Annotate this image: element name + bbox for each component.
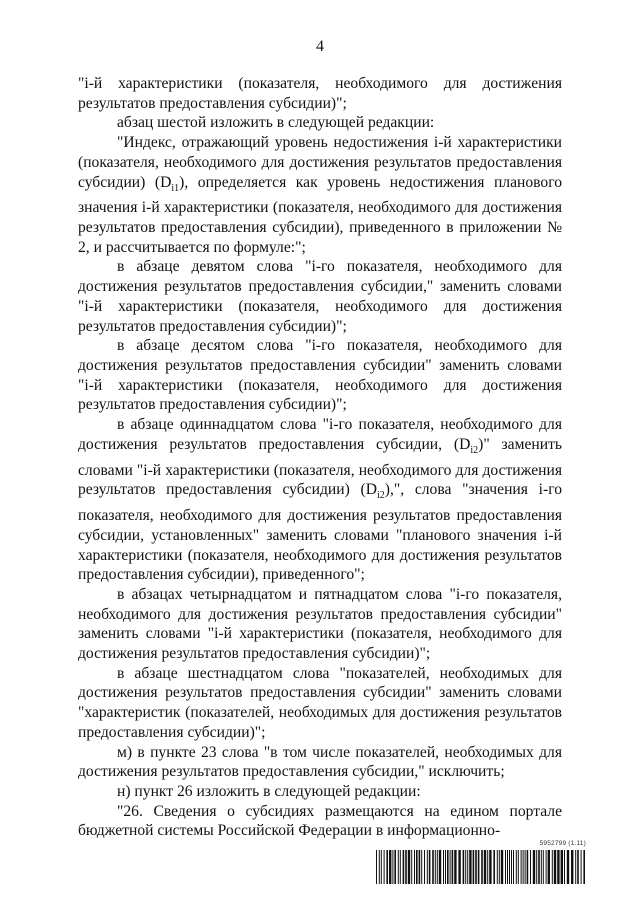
paragraph: "Индекс, отражающий уровень недостижения i-й характеристики (показателя, необходимого для достижения результатов предоставления субсидии) $(D_{i1})$, определяется как уровень недостижения планового значения i-й характеристики (показателя, необходимого для достижения результатов предоставления субсидии), приведенного в приложении № 2, и рассчитывается по формуле:"; bbox=[78, 134, 562, 256]
paragraph: абзац шестой изложить в следующей редакции: bbox=[117, 114, 435, 132]
paragraph: м) в пункте 23 слова "в том числе показателей, необходимых для достижения результатов предоставления субсидии," исключить; bbox=[78, 743, 562, 781]
paragraph: в абзацах четырнадцатом и пятнадцатом слова "i-го показателя, необходимого для достижения результатов предоставления субсидии" заменить словами "i-й характеристики (показателя, необходимого для достижения результатов предоставления субсидии)"; bbox=[78, 585, 562, 663]
document-code: 5952799 (1.11) bbox=[539, 840, 586, 847]
paragraph: "i-й характеристики (показателя, необходимого для достижения результатов предоставления субсидии)"; bbox=[78, 75, 562, 112]
paragraph: в абзаце девятом слова "i-го показателя, необходимого для достижения результатов предоставления субсидии," заменить словами "i-й характеристики (показателя, необходимого для достижения результатов предоставления субсидии)"; bbox=[78, 258, 562, 335]
document-body bbox=[78, 74, 562, 841]
paragraph: в абзаце шестнадцатом слова "показателей, необходимых для достижения результатов предоставления субсидии" заменить словами "характеристик (показателей, необходимых для достижения результатов предоставления субсидии)"; bbox=[78, 664, 562, 741]
paragraph: в абзаце десятом слова "i-го показателя, необходимого для достижения результатов предоставления субсидии" заменить словами "i-й характеристики (показателя, необходимого для достижения результатов предоставления субсидии)"; bbox=[78, 337, 562, 414]
paragraph: "26. Сведения о субсидиях размещаются на едином портале бюджетной системы Российской Федерации в информационно- bbox=[78, 802, 562, 840]
paragraph: н) пункт 26 изложить в следующей редакции: bbox=[117, 782, 421, 800]
paragraph: в абзаце одиннадцатом слова "i-го показателя, необходимого для достижения результатов предоставления субсидии, $(D_{i2})$" заменить словами "i-й характеристики (показателя, необходимого для достижения результатов предоставления субсидии) $(D_{i2})$,", слова "значения i-го показателя, необходимого для достижения результатов предоставления субсидии, установленных" заменить словами "планового значения i-й характеристики (показателя, необходимого для достижения результатов предоставления субсидии), приведенного"; bbox=[78, 416, 562, 584]
barcode-icon bbox=[376, 850, 586, 884]
page-number: 4 bbox=[316, 38, 324, 55]
document-footer bbox=[376, 840, 586, 886]
